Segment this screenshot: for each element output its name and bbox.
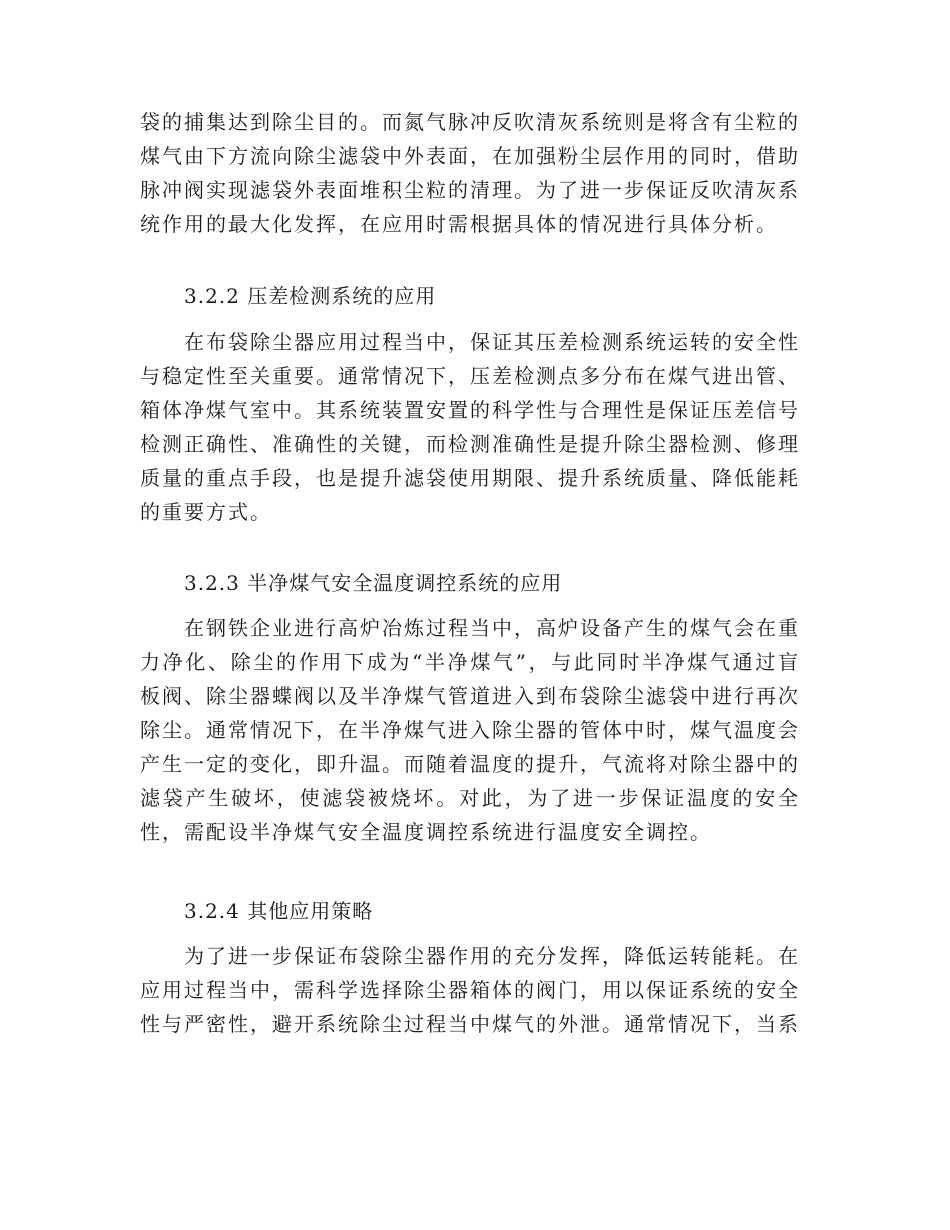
paragraph-reverse-blowing: 袋的捕集达到除尘目的。而氮气脉冲反吹清灰系统则是将含有尘粒的煤气由下方流向除尘滤袋中外表面，在加强粉尘层作用的同时，借助脉冲阀实现滤袋外表面堆积尘粒的清理。为了进一步保证反吹清灰系统作用的最大化发挥，在应用时需根据具体的情况进行具体分析。 [140, 110, 800, 236]
section-heading-3-2-2: 3.2.2 压差检测系统的应用 [184, 284, 437, 308]
paragraph-pressure-detection: 在布袋除尘器应用过程当中，保证其压差检测系统运转的安全性与稳定性至关重要。通常情况下，压差检测点多分布在煤气进出管、箱体净煤气室中。其系统装置安置的科学性与合理性是保证压差信号检测正确性、准确性的关键，而检测准确性是提升除尘器检测、修理质量的重点手段，也是提升滤袋使用期限、提升系统质量、降低能耗的重要方式。 [140, 330, 800, 524]
paragraph-other-strategies: 为了进一步保证布袋除尘器作用的充分发挥，降低运转能耗。在应用过程当中，需科学选择除尘器箱体的阀门，用以保证系统的安全性与严密性，避开系统除尘过程当中煤气的外泄。通常情况下，当系 [140, 944, 800, 1036]
section-heading-3-2-3: 3.2.3 半净煤气安全温度调控系统的应用 [184, 571, 563, 595]
section-heading-3-2-4: 3.2.4 其他应用策略 [184, 899, 374, 923]
paragraph-temperature-control: 在钢铁企业进行高炉冶炼过程当中，高炉设备产生的煤气会在重力净化、除尘的作用下成为“半净煤气”，与此同时半净煤气通过盲板阀、除尘器蝶阀以及半净煤气管道进入到布袋除尘滤袋中进行再次除尘。通常情况下，在半净煤气进入除尘器的管体中时，煤气温度会产生一定的变化，即升温。而随着温度的提升，气流将对除尘器中的滤袋产生破坏，使滤袋被烧坏。对此，为了进一步保证温度的安全性，需配设半净煤气安全温度调控系统进行温度安全调控。 [140, 616, 800, 844]
